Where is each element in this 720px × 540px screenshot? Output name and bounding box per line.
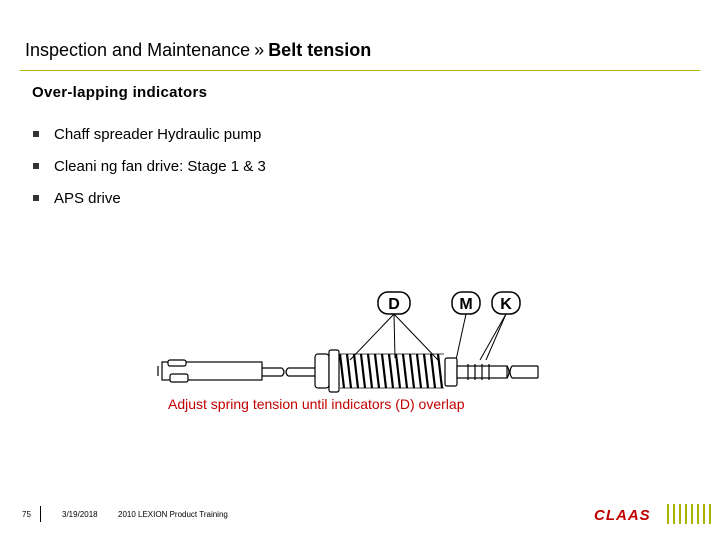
label-k bbox=[492, 292, 520, 314]
title-main: Inspection and Maintenance bbox=[25, 40, 251, 60]
clevis-end bbox=[158, 360, 282, 382]
page-number: 75 bbox=[22, 510, 31, 519]
bullet-item bbox=[32, 182, 266, 214]
rod-end bbox=[507, 366, 538, 378]
tension-rod bbox=[282, 368, 315, 376]
bullet-square-icon bbox=[33, 163, 39, 169]
title-rule bbox=[20, 70, 700, 71]
indicator-sleeve bbox=[445, 358, 507, 386]
bullet-text: Chaff spreader Hydraulic pump bbox=[54, 125, 262, 143]
title-bold: Belt tension bbox=[268, 40, 372, 60]
label-m bbox=[452, 292, 480, 314]
spring-tension-diagram bbox=[150, 288, 550, 393]
logo-bars bbox=[668, 504, 710, 524]
logo-text: CLAAS bbox=[594, 507, 651, 524]
bullet-list bbox=[32, 118, 266, 214]
label-d-text: D bbox=[388, 296, 400, 313]
footer-date: 3/19/2018 bbox=[62, 510, 98, 519]
bullet-square-icon bbox=[33, 195, 39, 201]
bullet-text: APS drive bbox=[54, 189, 121, 207]
bullet-square-icon bbox=[33, 131, 39, 137]
label-d bbox=[378, 292, 410, 314]
label-m-text: M bbox=[459, 296, 473, 313]
spring-housing bbox=[315, 350, 339, 392]
title-separator: » bbox=[254, 40, 265, 60]
spring-coils bbox=[340, 354, 444, 388]
footer-text: 2010 LEXION Product Training bbox=[118, 510, 228, 519]
bullet-item bbox=[32, 150, 266, 182]
bullet-text: Cleani ng fan drive: Stage 1 & 3 bbox=[54, 157, 266, 175]
diagram-caption: Adjust spring tension until indicators (D) overlap bbox=[168, 396, 465, 412]
label-k-text: K bbox=[500, 296, 512, 313]
claas-logo bbox=[590, 500, 715, 528]
page-title bbox=[25, 40, 371, 61]
bullet-item bbox=[32, 118, 266, 150]
footer-divider bbox=[40, 506, 41, 522]
section-subtitle: Over-lapping indicators bbox=[32, 84, 208, 101]
leader-lines bbox=[350, 314, 506, 360]
